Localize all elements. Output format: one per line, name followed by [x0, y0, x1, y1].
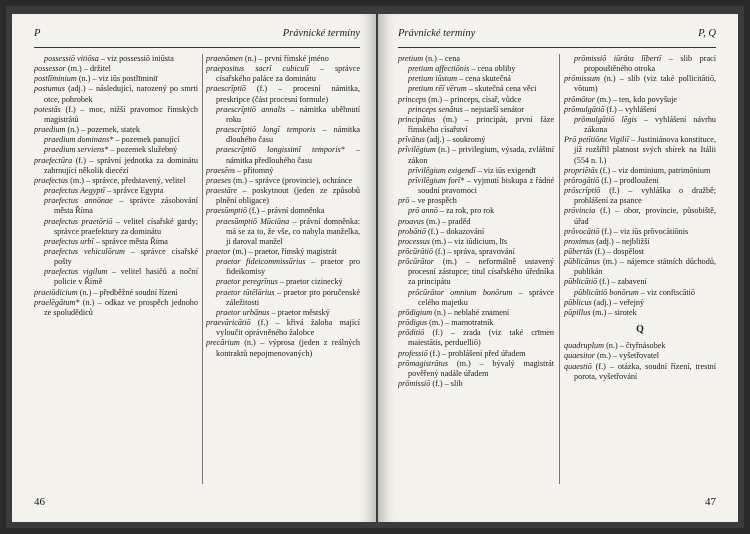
dictionary-entry	[398, 135, 554, 145]
definition: (m.) – bývalý magistrát pověřený nadále úřadem	[408, 358, 554, 378]
headword: praedium dominans*	[44, 135, 114, 145]
header-title: Právnické termíny	[282, 28, 360, 39]
headword: praesēns	[206, 165, 236, 175]
definition: – námitka dlouhého času	[226, 125, 360, 145]
dictionary-entry	[398, 318, 554, 328]
headword: postlīminium	[34, 74, 77, 84]
dictionary-entry	[34, 298, 198, 318]
dictionary-entry	[206, 318, 360, 338]
dictionary-entry	[564, 247, 716, 257]
definition: – správce celého majetku	[418, 287, 554, 307]
headword: prōdigus	[398, 318, 428, 328]
sub-entry	[398, 166, 554, 176]
definition: – ve prospěch	[409, 196, 457, 206]
headword: praetor tūtēlārius	[216, 287, 275, 297]
sub-entry	[564, 54, 716, 74]
headword: princeps	[398, 94, 427, 104]
definition: (f.) – viz iūs prōvocātiōnis	[599, 226, 689, 236]
definition: – námitka předlouhého času	[226, 145, 360, 165]
headword: postumus	[34, 84, 65, 94]
definition: – praetor pro poručenské záležitosti	[226, 287, 360, 307]
headword: prōcūrātiō	[398, 246, 434, 256]
headword: prōvincia	[564, 206, 596, 216]
left-page	[12, 14, 376, 522]
sub-entry	[398, 64, 554, 74]
headword: praefectus	[34, 175, 69, 185]
header-letters: P, Q	[698, 28, 716, 39]
definition: (n.) – slib (viz také pollicitātiō, vōtum)	[574, 74, 716, 94]
headword: praetor fideicommissārius	[216, 257, 306, 267]
headword: praefectus vehiculōrum	[44, 246, 125, 256]
headword: praenōmen	[206, 54, 243, 63]
dictionary-entry	[564, 176, 716, 186]
headword: praesūmptiō	[206, 206, 247, 216]
definition: (m.) – vyšetřovatel	[594, 351, 660, 361]
dictionary-entry	[206, 54, 360, 64]
definition: (f.) – dokazování	[425, 226, 485, 236]
headword: praelēgātum*	[34, 297, 80, 307]
definition: – vyhlášení návrhu zákona	[584, 114, 716, 135]
headword: prōrogātiō	[564, 175, 600, 185]
definition: (m.) – praděd	[424, 216, 471, 226]
headword: pretium iūstum	[408, 74, 458, 84]
headword: prō annō	[408, 206, 438, 216]
headword: propriētās	[564, 165, 598, 175]
dictionary-entry	[564, 105, 716, 115]
page-number: 46	[34, 496, 45, 508]
definition: – velitel hasičů a noční policie v Římě	[54, 267, 198, 287]
sub-entry	[206, 217, 360, 247]
column-2	[206, 54, 360, 494]
headword: praetor urbānus	[216, 307, 270, 317]
headword: praefectus urbī	[44, 236, 94, 246]
headword: possessor	[34, 64, 66, 74]
definition: (m.) – principát, první fáze římského císařství	[408, 114, 554, 135]
column-2	[564, 54, 716, 494]
headword: potestās	[34, 104, 61, 114]
definition: (m.) – ten, kdo povyšuje	[594, 94, 678, 104]
dictionary-entry	[398, 115, 554, 135]
headword: possessiō vitiōsa	[44, 54, 99, 63]
definition: – skutečná cena věci	[466, 84, 537, 94]
dictionary-entry	[564, 227, 716, 237]
definition: – cena obliby	[469, 64, 516, 74]
sub-entry	[398, 84, 554, 94]
dictionary-entry	[398, 308, 554, 318]
headword: prōmissum	[564, 74, 600, 84]
definition: (m.) – správce (provincie), ochránce	[231, 175, 353, 185]
dictionary-entry	[34, 74, 198, 84]
dictionary-entry	[34, 156, 198, 176]
headword: pretium	[398, 54, 424, 63]
definition: – správce města Říma	[93, 236, 168, 246]
headword: prōmissiō iūrāta lībertī	[574, 54, 662, 63]
dictionary-entry	[398, 328, 554, 348]
headword: pūblicātiō bonōrum	[574, 287, 639, 297]
headword: pūpillus	[564, 307, 591, 317]
definition: (f.) – prodloužení	[599, 175, 659, 185]
headword: praescrīptiō longī temporis	[216, 125, 316, 135]
headword: prōmulgātiō lēgis	[574, 114, 637, 124]
headword: quaestiō	[564, 361, 592, 371]
sub-entry	[564, 115, 716, 135]
dictionary-entry	[398, 217, 554, 227]
definition: (adj.) – následující, narozený po smrti otce, pohrobek	[44, 84, 198, 104]
definition: (adj.) – veřejný	[591, 297, 645, 307]
dictionary-entry	[34, 125, 198, 135]
headword: praescrīptiō longissimī temporis*	[216, 145, 345, 155]
definition: (m.) – sirotek	[590, 307, 637, 317]
headword: prīvilēgium forī*	[408, 175, 465, 185]
dictionary-entry	[564, 298, 716, 308]
headword: pretium rēī vērum	[408, 84, 467, 94]
dictionary-entry	[564, 308, 716, 318]
dictionary-entry	[398, 349, 554, 359]
definition: – za rok, pro rok	[437, 206, 495, 216]
dictionary-entry	[564, 74, 716, 94]
sub-entry	[206, 105, 360, 125]
sub-entry	[34, 196, 198, 216]
header-letter: P	[34, 28, 41, 39]
headword: prō	[398, 196, 410, 206]
dictionary-entry	[564, 186, 716, 206]
definition: – nejstarší senátor	[462, 104, 524, 114]
definition: (f.) – vyhláška o dražbě; prohlášení za psance	[574, 186, 716, 206]
headword: praefectūra	[34, 155, 73, 165]
sub-entry	[206, 257, 360, 277]
sub-entry	[398, 206, 554, 216]
book-spread	[6, 6, 744, 528]
definition: (f.) – viz dominium, patrimōnium	[597, 165, 711, 175]
column-1	[398, 54, 554, 494]
sub-entry	[34, 237, 198, 247]
sub-entry	[34, 247, 198, 267]
definition: (m.) – nájemce státních důchodů, publikán	[574, 257, 716, 277]
headword: prōvocātiō	[564, 226, 600, 236]
dictionary-entry	[564, 341, 716, 351]
dictionary-entry	[206, 166, 360, 176]
headword: praescrīptiō	[206, 84, 247, 94]
sub-entry	[206, 288, 360, 308]
dictionary-entry	[34, 176, 198, 186]
header-title: Právnické termíny	[398, 28, 476, 39]
headword: quadruplum	[564, 341, 605, 351]
headword: prōdigium	[398, 307, 433, 317]
definition: (f.) – správní jednotka za dominátu zahrnující několik diecézí	[44, 155, 198, 175]
headword: probātiō	[398, 226, 426, 236]
dictionary-entry	[564, 95, 716, 105]
headword: prōmōtor	[564, 94, 595, 104]
headword: prīvilēgium	[398, 145, 436, 155]
dictionary-entry	[34, 84, 198, 104]
sub-entry	[398, 288, 554, 308]
headword: pūblicānus	[564, 257, 600, 267]
headword: pretium affectiōnis	[408, 64, 470, 74]
headword: praedium	[34, 125, 66, 135]
dictionary-entry	[206, 186, 360, 206]
definition: (adj.) – soukromý	[424, 135, 486, 145]
dictionary-entry	[206, 247, 360, 257]
definition: (m.) – správce, představený, velitel	[68, 175, 186, 185]
headword: Prō petītiōne Vigiliī	[564, 135, 629, 145]
dictionary-entry	[206, 64, 360, 84]
definition: (n.) – předběžné soudní řízení	[77, 287, 178, 297]
definition: – správce zásobování města Říma	[54, 196, 198, 216]
sub-entry	[398, 105, 554, 115]
definition: (f.) – prohlášení před úřadem	[427, 348, 526, 358]
sub-entry	[34, 267, 198, 287]
definition: – velitel císařské gardy; správce praefektury za dominátu	[54, 216, 198, 236]
definition: (f.) – zabavení	[597, 277, 647, 287]
sub-entry	[34, 186, 198, 196]
dictionary-entry	[564, 362, 716, 382]
headword: pūbertās	[564, 246, 593, 256]
definition: (n.) – privilegium, výsada, zvláštní zákon	[408, 145, 554, 165]
page-number: 47	[705, 496, 716, 508]
definition: (m.) – viz iūdicium, līs	[430, 236, 508, 246]
headword: quaesitor	[564, 351, 595, 361]
header-rule	[34, 47, 360, 48]
dictionary-entry	[564, 206, 716, 226]
sub-entry	[398, 176, 554, 196]
headword: pūblicus	[564, 297, 592, 307]
headword: prōcūrātor	[398, 257, 434, 267]
headword: prōcūrātor omnium bonōrum	[408, 287, 513, 297]
headword: princeps senātus	[408, 104, 463, 114]
running-header	[398, 28, 716, 44]
definition: – poskytnout (jeden ze způsobů plnění obligace)	[216, 186, 360, 206]
definition: (f.) – zrada (viz také crīmen maiestātis, perduelliō)	[408, 328, 554, 348]
definition: (n.) – viz iūs postlīminiī	[76, 74, 158, 84]
definition: (f.) – správa, spravování	[433, 246, 515, 256]
dictionary-entry	[398, 227, 554, 237]
column-divider	[559, 54, 560, 484]
column-1	[34, 54, 198, 494]
sub-entry	[206, 125, 360, 145]
column-divider	[202, 54, 203, 484]
definition: (n.) – odkaz ve prospěch jednoho ze spoludědiců	[44, 297, 198, 317]
definition: – praetor městský	[269, 307, 330, 317]
dictionary-entry	[398, 54, 554, 64]
headword: praefectus vigilum	[44, 267, 108, 277]
definition: – právní domněnka: má se za to, že vše, co nabyla manželka, ji daroval manžel	[226, 216, 360, 246]
headword: processus	[398, 236, 430, 246]
headword: professiō	[398, 348, 428, 358]
definition: – viz confiscātiō	[638, 287, 695, 297]
definition: (m.) – neformálně ustavený procesní zástupce; titul císařského úředníka za principátu	[408, 257, 554, 287]
dictionary-entry	[564, 351, 716, 361]
sub-entry	[206, 277, 360, 287]
definition: (f.) – procesní námitka, preskripce (část procesní formule)	[216, 84, 360, 104]
dictionary-entry	[398, 145, 554, 165]
dictionary-entry	[564, 166, 716, 176]
definition: – pozemek služebný	[108, 145, 178, 155]
headword: proavus	[398, 216, 425, 226]
headword: praepositus sacrī cubiculī	[206, 64, 309, 74]
dictionary-entry	[398, 379, 554, 389]
definition: – námitka uběhnutí roku	[226, 104, 360, 124]
definition: – vyjmutí biskupa z řádné soudní pravomoci	[418, 175, 554, 196]
headword: praetor	[206, 246, 231, 256]
dictionary-entry	[398, 257, 554, 287]
headword: praestāre	[206, 186, 238, 196]
definition: (m.) – marnotratník	[427, 318, 494, 328]
definition: (m.) – princeps, císař, vůdce	[426, 94, 522, 104]
headword: prōmissiō	[398, 379, 431, 388]
headword: prīvilēgium exigendī	[408, 165, 476, 175]
definition: – přítomný	[235, 165, 274, 175]
headword: prōditiō	[398, 328, 425, 338]
headword: prīvātus	[398, 135, 425, 145]
header-rule	[398, 47, 716, 48]
definition: – pozemek panující	[113, 135, 180, 145]
headword: precārium	[206, 338, 240, 348]
dictionary-entry	[398, 95, 554, 105]
definition: – správce Egypta	[105, 186, 164, 196]
definition: – Justiniánova konstituce, jíž rozšířil platnost svých sbírek na Itálii (554 n. l.)	[574, 135, 716, 165]
definition: – praetor cizinecký	[277, 277, 343, 287]
definition: (n.) – čtyřnásobek	[604, 341, 666, 351]
dictionary-entry	[34, 288, 198, 298]
dictionary-entry	[398, 359, 554, 379]
dictionary-entry	[564, 237, 716, 247]
sub-entry	[398, 74, 554, 84]
section-letter: Q	[636, 324, 644, 336]
definition: (f.) – obor, provincie, působiště, úřad	[574, 206, 716, 226]
headword: praefectus praetōriō	[44, 216, 113, 226]
dictionary-entry	[34, 64, 198, 74]
definition: (n.) – neblahé znamení	[432, 307, 510, 317]
definition: – správce císařské pošty	[54, 246, 198, 267]
sub-entry	[34, 217, 198, 237]
dictionary-entry	[206, 176, 360, 186]
definition: (n.) – cena	[423, 54, 460, 63]
dictionary-entry	[206, 206, 360, 216]
headword: praefectus annōnae	[44, 196, 113, 206]
dictionary-entry	[564, 135, 716, 165]
sub-entry	[564, 288, 716, 298]
right-page	[378, 14, 738, 522]
definition: – praetor pro fideikomisy	[226, 257, 360, 277]
dictionary-entry	[34, 105, 198, 125]
sub-entry	[206, 308, 360, 318]
definition: (m.) – praetor, římský magistrát	[230, 246, 337, 256]
definition: (adj.) – nejbližší	[594, 236, 650, 246]
definition: (f.) – vyhlášení	[604, 104, 657, 114]
headword: praescrīptiō annalis	[216, 104, 286, 114]
headword: pūblicātiō	[564, 277, 598, 287]
headword: praetor peregrīnus	[216, 277, 278, 287]
dictionary-entry	[398, 196, 554, 206]
definition: (f.) – právní domněnka	[246, 206, 325, 216]
headword: praeses	[206, 175, 232, 185]
definition: (f.) – moc, nižší pravomoc římských magistrátů	[44, 104, 198, 124]
definition: (f.) – slib	[430, 379, 463, 388]
definition: (n.) – první římské jméno	[242, 54, 329, 63]
headword: prōscrīptiō	[564, 186, 601, 196]
headword: praeiūdicium	[34, 287, 78, 297]
headword: praefectus Aegyptī	[44, 186, 106, 196]
sub-entry	[34, 135, 198, 145]
definition: (n.) – výprosa (jeden z reálných kontraktů nepojmenovaných)	[216, 338, 360, 358]
dictionary-entry	[206, 338, 360, 358]
sub-entry	[34, 54, 198, 64]
headword: prōmulgātiō	[564, 104, 605, 114]
definition: – viz iūs exigendī	[475, 165, 536, 175]
definition: (m.) – držitel	[65, 64, 111, 74]
definition: – slib prací propouštěného otroka	[584, 54, 716, 74]
headword: praevāricātiō	[206, 318, 251, 328]
headword: praedium serviens*	[44, 145, 109, 155]
headword: proximus	[564, 236, 595, 246]
dictionary-entry	[398, 247, 554, 257]
dictionary-entry	[398, 237, 554, 247]
dictionary-entry	[564, 257, 716, 277]
dictionary-entry	[564, 277, 716, 287]
running-header	[34, 28, 360, 44]
definition: (f.) – otázka, soudní řízení, trestní porota, vyšetřování	[574, 361, 716, 381]
headword: principātus	[398, 114, 436, 124]
sub-entry	[206, 145, 360, 165]
headword: prōmagistrātus	[398, 358, 449, 368]
definition: (f.) – křivá žaloba mající vyloučit oprávněného žalobce	[216, 318, 360, 338]
headword: praesūmptiō Mūciāna	[216, 216, 290, 226]
definition: (n.) – pozemek, statek	[65, 125, 140, 135]
dictionary-entry	[206, 84, 360, 104]
definition: (f.) – dospělost	[592, 246, 645, 256]
sub-entry	[34, 145, 198, 155]
definition: – viz possessiō iniūsta	[98, 54, 174, 63]
definition: – cena skutečná	[457, 74, 511, 84]
definition: – správce císařského paláce za dominátu	[216, 64, 360, 84]
